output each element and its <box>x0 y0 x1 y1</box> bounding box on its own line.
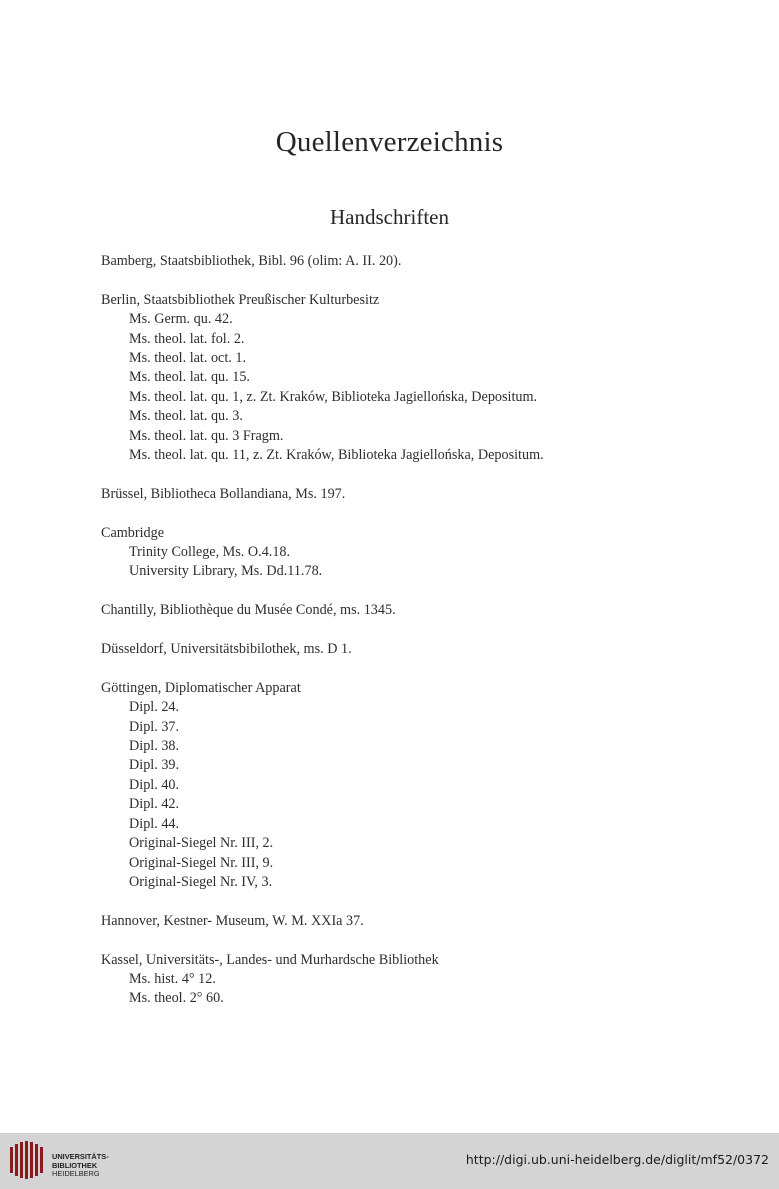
source-url[interactable]: http://digi.ub.uni-heidelberg.de/diglit/mf52/0372 <box>465 1152 769 1167</box>
source-entry-item: Ms. theol. lat. fol. 2. <box>129 330 245 347</box>
source-entry-item: Dipl. 44. <box>129 815 180 832</box>
source-entry-item: Original-Siegel Nr. III, 9. <box>129 854 274 871</box>
source-list <box>101 252 741 1028</box>
source-entry <box>101 679 741 892</box>
source-entry <box>101 951 741 1009</box>
footer-bar <box>0 1133 779 1189</box>
logo-line-1: UNIVERSITÄTS- <box>52 1152 109 1161</box>
source-entry-item: Ms. theol. lat. qu. 1, z. Zt. Kraków, Biblioteka Jagiellońska, Depositum. <box>129 388 538 405</box>
source-entry-item: Dipl. 39. <box>129 757 180 774</box>
source-entry-item: Original-Siegel Nr. IV, 3. <box>129 873 273 890</box>
source-entry-item: Dipl. 42. <box>129 796 180 813</box>
source-entry-heading: Chantilly, Bibliothèque du Musée Condé, ms. 1345. <box>101 602 396 619</box>
logo-line-3: HEIDELBERG <box>52 1169 100 1179</box>
source-entry-heading: Düsseldorf, Universitätsbibilothek, ms. D 1. <box>101 641 352 658</box>
source-entry <box>101 912 741 931</box>
source-entry-heading: Cambridge <box>101 524 165 541</box>
source-entry <box>101 252 741 271</box>
source-entry-item: Dipl. 24. <box>129 699 180 716</box>
source-entry-heading: Bamberg, Staatsbibliothek, Bibl. 96 (olim: A. II. 20). <box>101 253 402 269</box>
source-entry <box>101 640 741 659</box>
library-logo[interactable] <box>8 1139 108 1183</box>
source-entry-item: Ms. theol. lat. qu. 15. <box>129 369 250 386</box>
source-entry-item: Ms. theol. 2° 60. <box>129 990 224 1007</box>
source-entry-heading: Berlin, Staatsbibliothek Preußischer Kulturbesitz <box>101 291 380 308</box>
source-entry-heading: Hannover, Kestner- Museum, W. M. XXIa 37. <box>101 912 364 929</box>
source-entry-item: Dipl. 38. <box>129 738 180 755</box>
source-entry <box>101 601 741 620</box>
source-entry-heading: Brüssel, Bibliotheca Bollandiana, Ms. 197. <box>101 485 346 502</box>
page-title: Quellenverzeichnis <box>275 126 504 158</box>
section-heading: Handschriften <box>330 205 449 229</box>
library-logo-text <box>52 1153 109 1179</box>
source-entry <box>101 291 741 466</box>
source-entry <box>101 485 741 504</box>
source-entry-item: Trinity College, Ms. O.4.18. <box>129 544 291 561</box>
source-entry-item: University Library, Ms. Dd.11.78. <box>129 563 323 580</box>
source-entry <box>101 524 741 582</box>
source-entry-item: Ms. theol. lat. qu. 3. <box>129 408 243 425</box>
source-entry-item: Ms. theol. lat. oct. 1. <box>129 350 247 367</box>
source-entry-item: Ms. theol. lat. qu. 3 Fragm. <box>129 427 284 444</box>
source-entry-item: Original-Siegel Nr. III, 2. <box>129 835 274 852</box>
source-entry-heading: Kassel, Universitäts-, Landes- und Murhardsche Bibliothek <box>101 951 439 968</box>
source-entry-item: Ms. hist. 4° 12. <box>129 970 216 987</box>
source-entry-heading: Göttingen, Diplomatischer Apparat <box>101 679 301 696</box>
source-entry-item: Ms. theol. lat. qu. 11, z. Zt. Kraków, Biblioteka Jagiellońska, Depositum. <box>129 447 544 464</box>
source-entry-item: Ms. Germ. qu. 42. <box>129 311 233 328</box>
source-entry-item: Dipl. 40. <box>129 776 180 793</box>
university-seal-icon <box>8 1141 44 1181</box>
logo-line-2: BIBLIOTHEK <box>52 1160 98 1170</box>
source-entry-item: Dipl. 37. <box>129 718 180 735</box>
